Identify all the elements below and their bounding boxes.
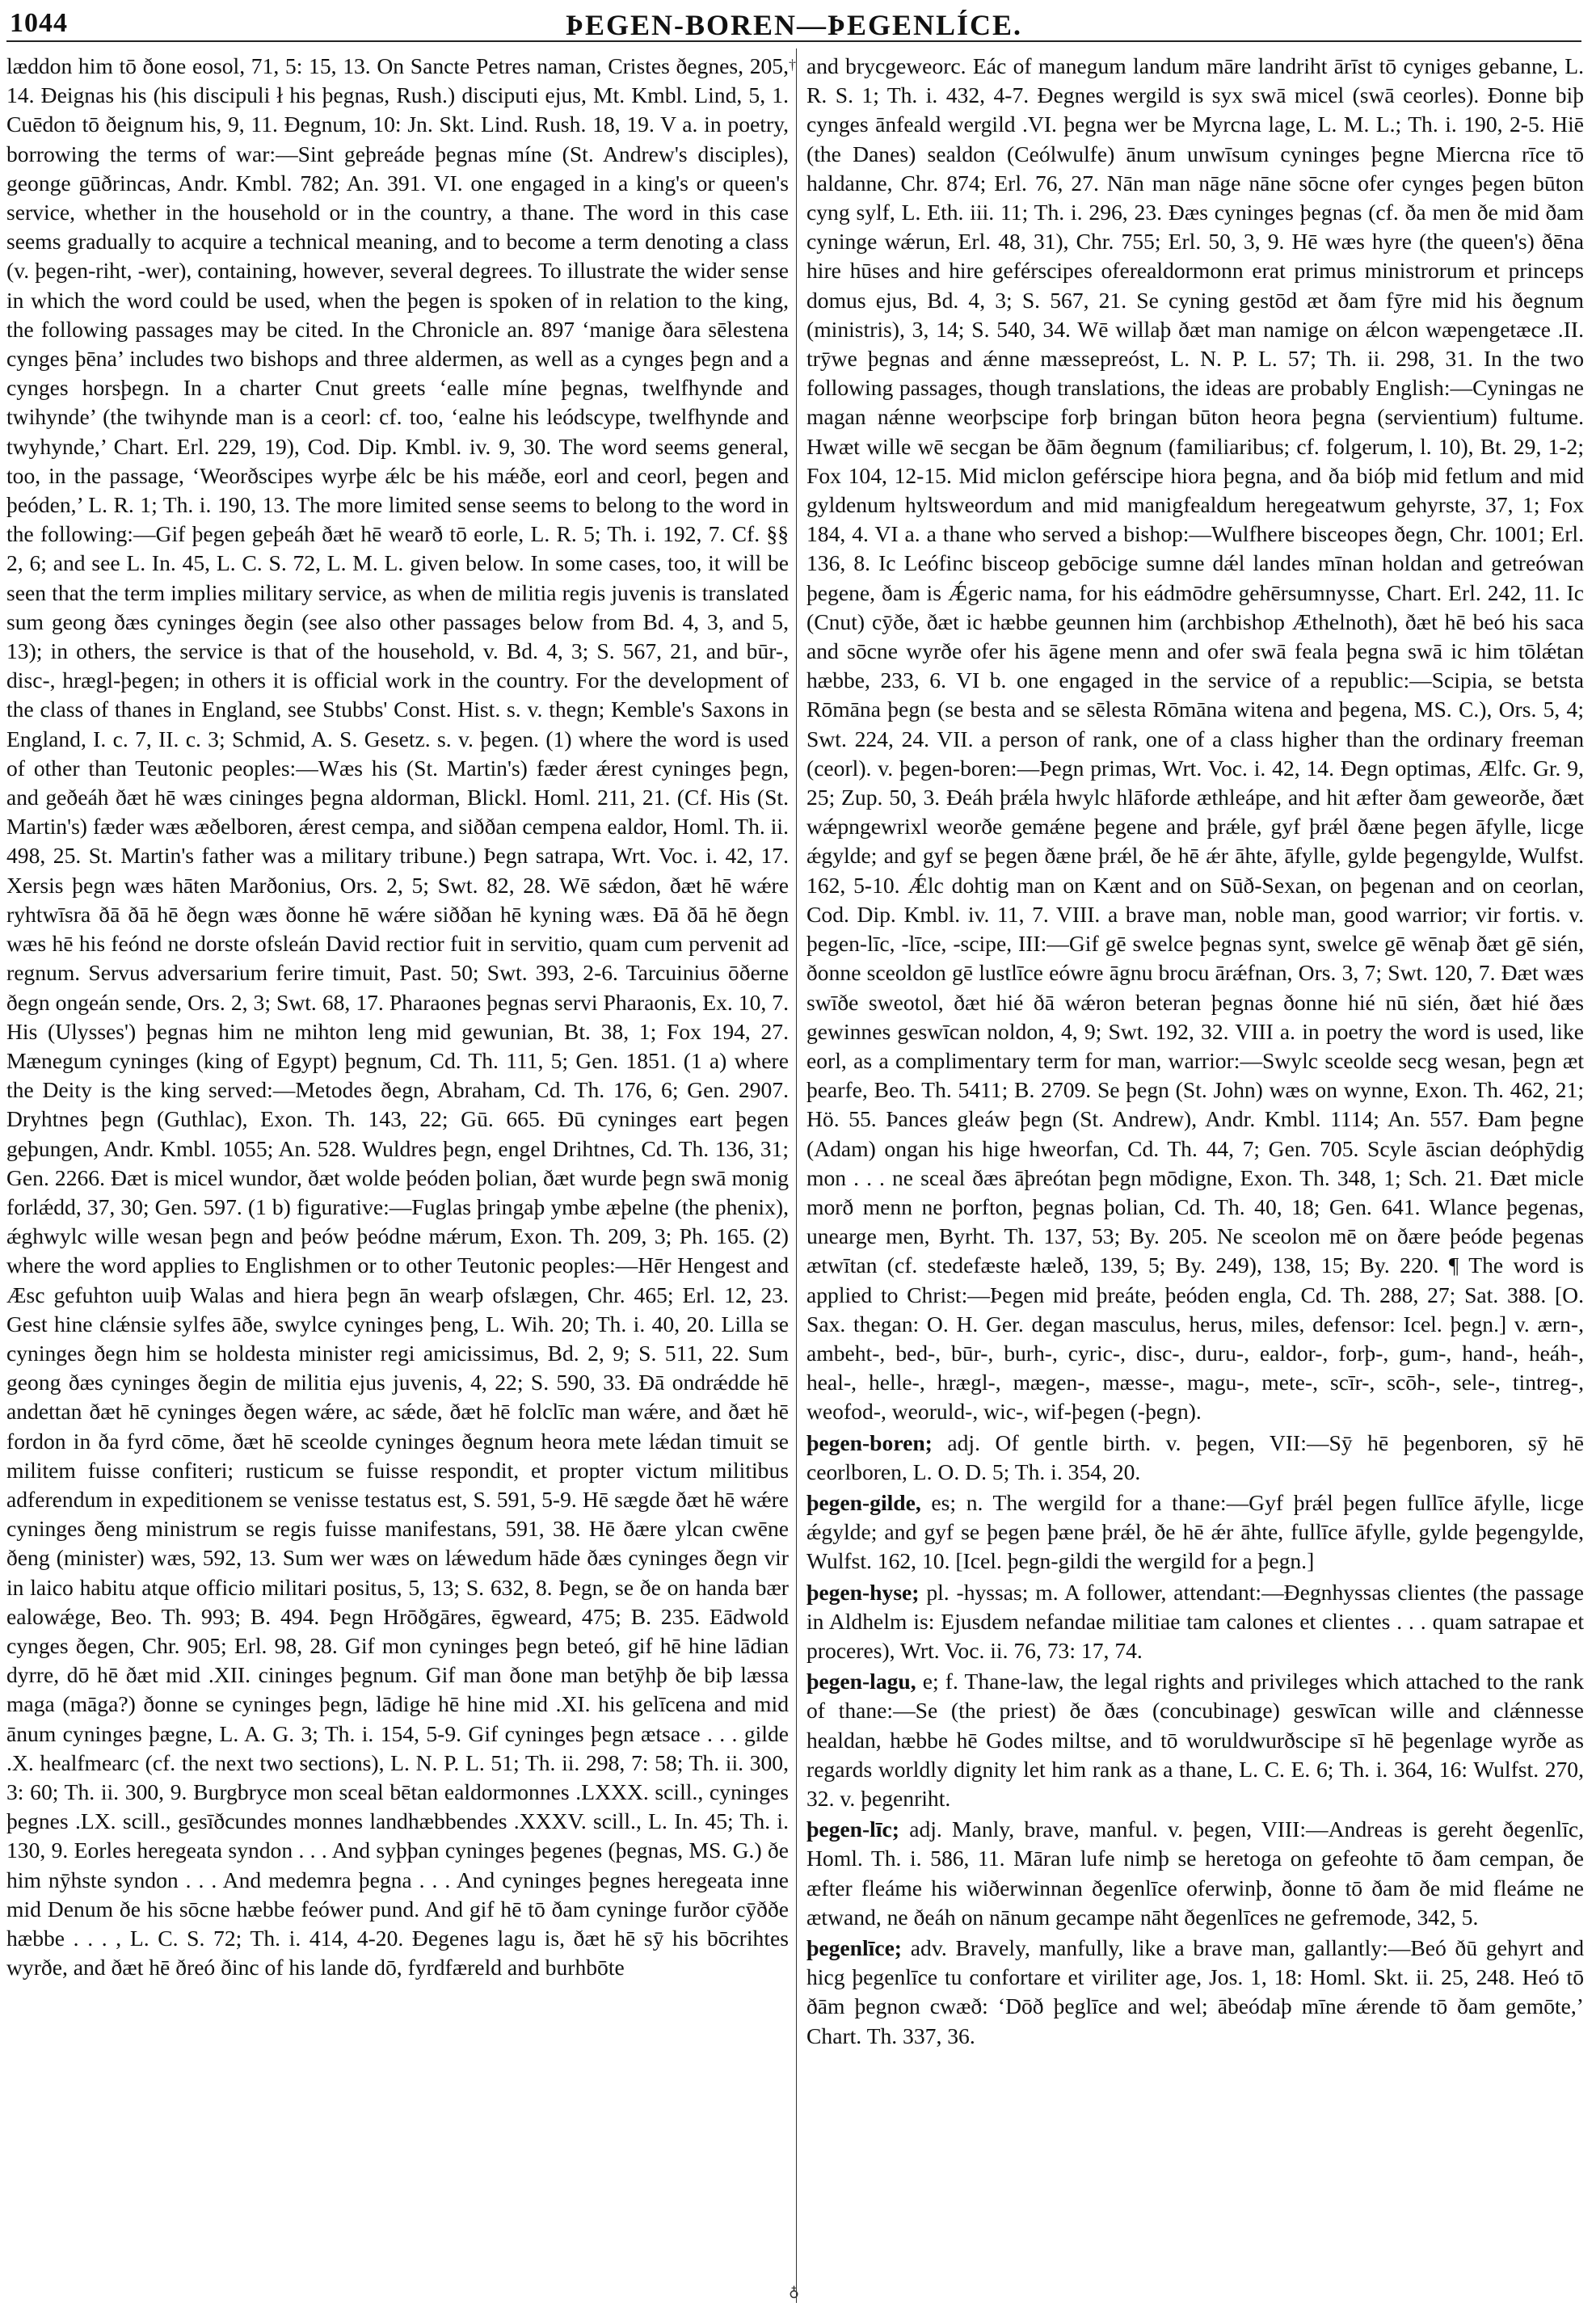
- entry-headword: þegen-līc;: [806, 1816, 899, 1842]
- column-rule: [796, 48, 797, 2303]
- entry-continuation-text: and brycgeweorc. Eác of manegum landum māre landriht ārīst tō cyniges gebanne, L. R. S. 1; Th. i. 432, 4-7. Ðegnes wergild is syx swā micel (swā ceorles). Ðonne biþ cynges ānfeald wergild .VI. þegna wer be Myrcna lage, L. M. L.; Th. i. 190, 2-5. Hiē (the Danes) sealdon (Ceólwulfe) ānum unwīsum cyninges þegne Miercna rīce tō haldanne, Chr. 874; Erl. 76, 27. Nān man nāge nāne sōcne ofer cynges þegen būton cyng sylf, L. Eth. iii. 11; Th. i. 296, 23. Ðæs cyninges þegnas (cf. ða men ðe mid ðam cyninge wǽrun, Erl. 48, 31), Chr. 755; Erl. 50, 3, 9. Hē wæs hyre (the queen's) ðēna hire hūses and hire geférscipes oferealdormonn erat primus ministrorum et princeps domus ejus, Bd. 4, 3; S. 567, 21. Se cyning gestōd æt ðam fȳre mid his ðegnum (ministris), 3, 14; S. 540, 34. Wē willaþ ðæt man namige on ǽlcon wæpengetæce .II. trȳwe þegnas and ǽnne mæssepreóst, L. N. P. L. 57; Th. ii. 298, 31. In the two following passages, though translations, the ideas are probably English:—Cyningas ne magan nǽnne weorþscipe forþ bringan būton heora þegna (servientium) fultume. Hwæt wille wē secgan be ðām ðegnum (familiaribus; cf. folgerum, l. 10), Bt. 29, 1-2; Fox 104, 12-15. Mid miclon geférscipe hiora þegna, and ða bióþ mid fetlum and mid gyldenum hyltsweordum and mid manigfealdum heregeatwum gehyrste, 37, 1; Fox 184, 4. VI a. a thane who served a bishop:—Wulfhere bisceopes ðegn, Chr. 1001; Erl. 136, 8. Ic Leófinc bisceop gebōcige sumne dǽl landes mīnan holdan and getreówan þegene, ðam is Ǽgeric nama, for his eádmōdre gehērsumnysse, Chart. Erl. 242, 11. Ic (Cnut) cȳðe, ðæt ic hæbbe geunnen him (archbishop Æthelnoth), ðæt hē beó his saca and sōcne wyrðe ofer his āgene menn and ofer swā feala þegna swā ic him tōlǽtan hæbbe, 233, 6. VI b. one engaged in the service of a republic:—Scipia, se betsta Rōmāna þegn (se besta and se sēlesta Rōmāna witena and þegena, MS. C.), Ors. 5, 4; Swt. 224, 24. VII. a person of rank, one of a class higher than the ordinary freeman (ceorl). v. þegen-boren:—Þegn primas, Wrt. Voc. i. 42, 14. Ðegn optimas, Ælfc. Gr. 9, 25; Zup. 50, 3. Ðeáh þrǽla hwylc hlāforde æthleápe, and hit æfter ðam geweorðe, ðæt wǽpngewrixl weorðe gemǽne þegene and þrǽle, gyf þrǽl ðæne þegen āfylle, licge ǽgylde; and gyf se þegen ðæne þrǽl, ðe hē ǽr āhte, āfylle, gylde þegengylde, Wulfst. 162, 5-10. Ǽlc dohtig man on Kænt and on Sūð-Sexan, on þegenan and on ceorlan, Cod. Dip. Kmbl. iv. 11, 7. VIII. a brave man, noble man, good warrior; vir fortis. v. þegen-līc, -līce, -scipe, III:—Gif gē swelce þegnas synt, swelce gē wēnaþ ðæt gē sién, ðonne sceoldon gē lustlīce eówre āgnu brocu ārǽfnan, Ors. 3, 7; Swt. 120, 7. Ðæt wæs swīðe sweotol, ðæt hié ðā wǽron beteran þegnas ðonne hié nū sién, ðæt hié ðæs gewinnes geswīcan noldon, 4, 9; Swt. 192, 32. VIII a. in poetry the word is used, like eorl, as a complimentary term for man, warrior:—Swylc sceolde secg wesan, þegn æt þearfe, Beo. Th. 5411; B. 2709. Se þegn (St. John) wæs on wynne, Exon. Th. 462, 21; Hö. 55. Þances gleáw þegn (St. Andrew), Andr. Kmbl. 1114; An. 557. Ðam þegne (Adam) ongan his hige hweorfan, Cd. Th. 44, 7; Gen. 705. Scyle āscian deóphȳdig mon . . . ne sceal ðæs āþreótan þegn mōdigne, Exon. Th. 348, 1; Sch. 21. Ðæt micle morð menn ne þorfton, þegnas þolian, Cd. Th. 40, 18; Gen. 641. Wlance þegenas, unearge men, Byrht. Th. 137, 53; By. 205. Ne sceolon mē on ðære þeóde þegenas ætwītan (cf. stedefæste hæleð, 139, 5; By. 249), 138, 15; By. 220. ¶ The word is applied to Christ:—Þegen mid þreáte, þeóden engla, Cd. Th. 288, 27; Sat. 388. [O. Sax. thegan: O. H. Ger. degan masculus, herus, miles, defensor: Icel. þegn.] v. ærn-, ambeht-, bed-, būr-, burh-, cyric-, disc-, duru-, ealdor-, forþ-, gum-, hand-, heáh-, heal-, helle-, hrægl-, mægen-, mæsse-, magu-, mete-, scīr-, scōh-, sele-, tintreg-, weofod-, weoruld-, wic-, wif-þegen (-þegn).: [806, 53, 1584, 1425]
- entry-body: adj. Of gentle birth. v. þegen, VII:—Sȳ hē þegenboren, sȳ hē ceorlboren, L. O. D. 5; Th. i. 354, 20.: [806, 1429, 1584, 1484]
- page-number: 1044: [10, 8, 68, 38]
- entry-body: e; f. Thane-law, the legal rights and privileges which attached to the rank of thane:—Se (the priest) ðe ðæs (concubinage) geswīcan wille and clǽnnesse healdan, hæbbe hē Godes miltse, and tō woruldwurðscipe sī hē þegenlage wyrðe as regards worldly dignity let him rank as a thane, L. C. E. 6; Th. i. 364, 16: Wulfst. 270, 32. v. þegenriht.: [806, 1669, 1584, 1811]
- entry-body: adv. Bravely, manfully, like a brave man, gallantly:—Beó ðū gehyrt and hicg þegenlīce tu confortare et viriliter age, Jos. 1, 18: Homl. Skt. ii. 25, 248. Heó tō ðām þegnon cwæð: ‘Dōð þeglīce and wel; ābeódaþ mīne ǽrende tō ðam gemōte,’ Chart. Th. 337, 36.: [806, 1935, 1584, 2048]
- dictionary-entry: [806, 1667, 1584, 1813]
- entry-headword: þegen-boren;: [806, 1429, 933, 1455]
- entry-body: es; n. The wergild for a thane:—Gyf þrǽl þegen fullīce āfylle, licge ǽgylde; and gyf se þegen þæne þrǽl, ðe hē ǽr āhte, fullīce āfylle, gylde þegengylde, Wulfst. 162, 10. [Icel. þegn-gildi the wergild for a þegn.]: [806, 1489, 1584, 1574]
- entry-headword: þegen-hyse;: [806, 1579, 920, 1605]
- dictionary-entry: [806, 1815, 1584, 1932]
- page-header: [6, 5, 1581, 42]
- entry-headword: þegen-gilde,: [806, 1489, 921, 1515]
- running-head: ÞEGEN-BOREN—ÞEGENLÍCE.: [565, 9, 1023, 41]
- entry-continuation-text: læddon him tō ðone eosol, 71, 5: 15, 13. On Sancte Petres naman, Cristes ðegnes, 205, 14. Ðeignas his (his discipuli ł his þegnas, Rush.) disciputi ejus, Mt. Kmbl. Lind, 5, 1. Cuēdon tō ðeignum his, 9, 11. Ðegnum, 10: Jn. Skt. Lind. Rush. 18, 19. V a. in poetry, borrowing the terms of war:—Sint geþreáde þegnas míne (St. Andrew's disciples), geonge gūðrincas, Andr. Kmbl. 782; An. 391. VI. one engaged in a king's or queen's service, whether in the household or in the country, a thane. The word in this case seems gradually to acquire a technical meaning, and to become a term denoting a class (v. þegen-riht, -wer), containing, however, several degrees. To illustrate the wider sense in which the word could be used, when the þegen is spoken of in relation to the king, the following passages may be cited. In the Chronicle an. 897 ‘manige ðara sēlestena cynges þēna’ includes two bishops and three aldermen, as well as a cynges þegn and a cynges horsþegn. In a charter Cnut greets ‘ealle míne þegnas, twelfhynde and twihynde’ (the twihynde man is a ceorl: cf. too, ‘ealne his leódscype, twelfhynde and twyhynde,’ Chart. Erl. 229, 19), Cod. Dip. Kmbl. iv. 9, 30. The word seems general, too, in the passage, ‘Weorðscipes wyrþe ǽlc be his mǽðe, eorl and ceorl, þegen and þeóden,’ L. R. 1; Th. i. 190, 13. The more limited sense seems to belong to the word in the following:—Gif þegen geþeáh ðæt hē wearð tō eorle, L. R. 5; Th. i. 192, 7. Cf. §§ 2, 6; and see L. In. 45, L. C. S. 72, L. M. L. given below. In some cases, too, it will be seen that the term implies military service, as when de militia regis juvenis is translated sum geong ðæs cyninges ðegin (see also other passages below from Bd. 4, 3, and 5, 13); in others, the service is that of the household, v. Bd. 4, 3; S. 567, 21, and būr-, disc-, hrægl-þegen; in others it is official work in the country. For the development of the class of thanes in England, see Stubbs' Const. Hist. s. v. thegn; Kemble's Saxons in England, I. c. 7, II. c. 3; Schmid, A. S. Gesetz. s. v. þegen. (1) where the word is used of other than Teutonic peoples:—Wæs his (St. Martin's) fæder ǽrest cyninges þegn, and geðeáh ðæt hē wæs cininges þegna aldorman, Blickl. Homl. 211, 21. (Cf. His (St. Martin's) fæder wæs æðelboren, ǽrest cempa, and siððan cempena ealdor, Homl. Th. ii. 498, 25. St. Martin's father was a military tribune.) Þegn satrapa, Wrt. Voc. i. 42, 17. Xersis þegn wæs hāten Marðonius, Ors. 2, 5; Swt. 82, 28. Wē sǽdon, ðæt hē wǽre ryhtwīsra ðā ðā hē ðegn wæs ðonne hē wǽre siððan hē kyning wæs. Ðā ðā hē ðegn wæs hē his feónd ne dorste ofsleán David rectior fuit in servitio, quam cum pervenit ad regnum. Servus adversarium ferire timuit, Past. 50; Swt. 393, 2-6. Tarcuinius ōðerne ðegn ongeán sende, Ors. 2, 3; Swt. 68, 17. Pharaones þegnas servi Pharaonis, Ex. 10, 7. His (Ulysses') þegnas him ne mihton leng mid gewunian, Bt. 38, 1; Fox 194, 27. Mænegum cyninges (king of Egypt) þegnum, Cd. Th. 111, 5; Gen. 1851. (1 a) where the Deity is the king served:—Metodes ðegn, Abraham, Cd. Th. 176, 6; Gen. 2907. Dryhtnes þegn (Guthlac), Exon. Th. 143, 22; Gū. 665. Ðū cyninges eart þegen geþungen, Andr. Kmbl. 1055; An. 528. Wuldres þegn, engel Drihtnes, Cd. Th. 136, 31; Gen. 2266. Ðæt is micel wundor, ðæt wolde þeóden þolian, ðæt wurde þegn swā monig forlǽdd, 37, 30; Gen. 597. (1 b) figurative:—Fuglas þringaþ ymbe æþelne (the phenix), ǽghwylc wille wesan þegn and þeów þeódne mǽrum, Exon. Th. 209, 3; Ph. 165. (2) where the word applies to Englishmen or to other Teutonic peoples:—Hēr Hengest and Æsc gefuhton uuiþ Walas and hiera þegn ān wearþ ofslægen, Chr. 465; Erl. 12, 23. Gest hine clǽnsie sylfes āðe, swylce cyninges þeng, L. Wih. 20; Th. i. 40, 20. Lilla se cyninges ðegn him se holdesta minister regi amicissimus, Bd. 2, 9; S. 511, 22. Sum geong ðæs cyninges ðegin de militia ejus juvenis, 4, 22; S. 590, 33. Ðā ondrǽdde hē andettan ðæt hē cyninges ðegen wǽre, ac sǽde, ðæt hē folclīc man wǽre, and ðæt hē fordon in ða fyrd cōme, ðæt hē sceolde cyninges ðegnum heora mete lǽdan timuit se militem fuisse confiteri; rusticum se fuisse respondit, et propter victum militibus adferendum in expeditionem se venisse testatus est, S. 591, 5-9. Hē sægde ðæt hē wǽre cyninges ðeng ministrum se regis fuisse manifestans, 591, 38. Hē ðære ylcan cwēne ðeng (minister) wæs, 592, 13. Sum wer wæs on lǽwedum hāde ðæs cyninges ðegn vir in laico habitu atque officio militari positus, 5, 13; S. 632, 8. Þegn, se ðe on handa bær ealowǽge, Beo. Th. 993; B. 494. Þegn Hrōðgāres, ēgweard, 475; B. 235. Eādwold cynges ðegen, Chr. 905; Erl. 98, 28. Gif mon cyninges þegn beteó, gif hē hine lādian dyrre, dō hē ðæt mid .XII. cininges þegnum. Gif man ðone man betȳhþ ðe biþ læssa maga (māga?) ðonne se cyninges þegn, lādige hē hine mid .XI. his gelīcena and mid ānum cyninges þægne, L. A. G. 3; Th. i. 154, 5-9. Gif cyninges þegn ætsace . . . gilde .X. healfmearc (cf. the next two sections), L. N. P. L. 51; Th. ii. 298, 7: 58; Th. ii. 300, 3: 60; Th. ii. 300, 9. Burgbryce mon sceal bētan ealdormonnes .LXXX. scill., cyninges þegnes .LX. scill., gesīðcundes monnes landhæbbendes .XXXV. scill., L. In. 45; Th. i. 130, 9. Eorles heregeata syndon . . . And syþþan cyninges þegenes (þegnas, MS. G.) ðe him nȳhste syndon . . . And medemra þegna . . . And cyninges þegnes heregeata inne mid Denum ðe his sōcne hæbbe feówer pund. And gif hē tō ðam cyninge furðor cȳððe hæbbe . . . , L. C. S. 72; Th. i. 414, 4-20. Ðegenes lagu is, ðæt hē sȳ his bōcrihtes wyrðe, and ðæt hē ðreó ðinc of his lande dō, fyrdfæreld and burhbōte: [6, 53, 789, 1981]
- column-rule-top-ornament: †: [789, 57, 796, 73]
- entry-body: adj. Manly, brave, manful. v. þegen, VIII:—Andreas is gereht ðegenlīc, Homl. Th. i. 586, 11. Māran lufe nimþ se heretoga on gefeohte tō ðam cempan, ðe æfter fleáme his wiðerwinnan ðegenlīce oferwinþ, ðonne tō ðam ðe mid fleáme ne ætwand, ne ðeáh on nānum gecampe nāht ðegenlīces ne gefremode, 342, 5.: [806, 1816, 1584, 1930]
- entry-headword: þegen-lagu,: [806, 1669, 916, 1694]
- entry-body: pl. -hyssas; m. A follower, attendant:—Ðegnhyssas clientes (the passage in Aldhelm is: Ejusdem nefandae militiae tam calones et clientes . . . quam satrapae et proceres), Wrt. Voc. ii. 76, 73: 17, 74.: [806, 1579, 1584, 1663]
- entry-headword: þegenlīce;: [806, 1935, 903, 1960]
- dictionary-entry: [806, 1934, 1584, 2051]
- left-column: [6, 52, 789, 2301]
- right-column: [806, 52, 1584, 2301]
- dictionary-entry: [806, 1488, 1584, 1576]
- dictionary-entry: [806, 1578, 1584, 1666]
- dictionary-entry: [806, 1429, 1584, 1487]
- column-rule-bottom-ornament: ♁: [789, 2284, 800, 2300]
